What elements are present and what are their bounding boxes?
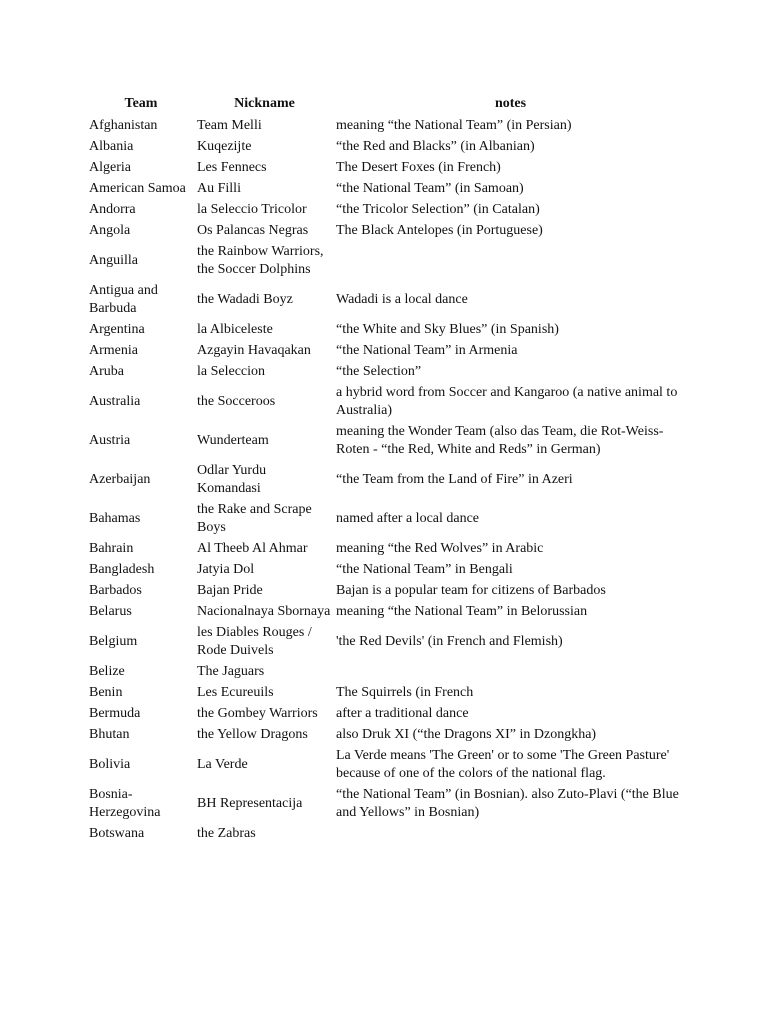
notes-cell <box>334 824 687 845</box>
table-row <box>87 383 687 422</box>
nickname-cell: Odlar Yurdu Komandasi <box>197 463 267 496</box>
nickname-cell: Bajan Pride <box>197 583 263 598</box>
nickname-cell: Nacionalnaya Sbornaya <box>197 604 331 619</box>
nickname-cell: Team Melli <box>197 118 262 133</box>
nickname-cell: Al Theeb Al Ahmar <box>197 541 308 556</box>
nickname-cell: the Rainbow Warriors, the Soccer Dolphins <box>197 244 324 277</box>
team-cell: Azerbaijan <box>89 472 151 487</box>
notes-cell: also Druk XI (“the Dragons XI” in Dzongkha) <box>336 727 597 742</box>
notes-cell <box>334 662 687 683</box>
nicknames-table <box>87 94 687 845</box>
table-row <box>87 725 687 746</box>
notes-cell: “the National Team” in Bengali <box>336 562 513 577</box>
team-cell: Andorra <box>89 202 136 217</box>
table-row <box>87 746 687 785</box>
notes-cell: La Verde means 'The Green' or to some 'The Green Pasture' because of one of the colors of the national flag. <box>336 748 670 781</box>
team-cell: Bosnia-Herzegovina <box>89 787 161 820</box>
table-header-row <box>87 94 687 116</box>
table-row <box>87 422 687 461</box>
nickname-cell: la Seleccion <box>197 364 266 379</box>
team-cell: Albania <box>89 139 134 154</box>
table-row <box>87 200 687 221</box>
header-nickname: Nickname <box>234 96 295 111</box>
notes-cell: The Desert Foxes (in French) <box>336 160 501 175</box>
nickname-cell: the Rake and Scrape Boys <box>197 502 312 535</box>
team-cell: Belize <box>89 664 125 679</box>
notes-cell: The Squirrels (in French <box>336 685 474 700</box>
notes-cell: meaning “the National Team” (in Persian) <box>336 118 572 133</box>
notes-cell: “the National Team” in Armenia <box>336 343 518 358</box>
table-row <box>87 785 687 824</box>
table-row <box>87 704 687 725</box>
team-cell: Argentina <box>89 322 145 337</box>
team-cell: Bahamas <box>89 511 141 526</box>
nickname-cell: La Verde <box>197 757 248 772</box>
notes-cell: meaning the Wonder Team (also das Team, die Rot-Weiss-Roten - “the Red, White and Reds” in German) <box>336 424 664 457</box>
team-cell: Bhutan <box>89 727 130 742</box>
table-row <box>87 221 687 242</box>
team-cell: Benin <box>89 685 123 700</box>
notes-cell: meaning “the National Team” in Belorussian <box>336 604 588 619</box>
team-cell: Australia <box>89 394 141 409</box>
nickname-cell: Les Fennecs <box>197 160 267 175</box>
team-cell: Bolivia <box>89 757 131 772</box>
header-team: Team <box>124 96 158 111</box>
nickname-cell: Kuqezijte <box>197 139 252 154</box>
nickname-cell: BH Representacija <box>197 796 303 811</box>
notes-cell: named after a local dance <box>336 511 480 526</box>
table-row <box>87 320 687 341</box>
notes-cell: “the Selection” <box>336 364 422 379</box>
notes-cell: “the Tricolor Selection” (in Catalan) <box>336 202 540 217</box>
team-cell: Angola <box>89 223 131 238</box>
nickname-cell: the Wadadi Boyz <box>197 292 293 307</box>
team-cell: Antigua and Barbuda <box>89 283 158 316</box>
team-cell: Algeria <box>89 160 131 175</box>
nickname-cell: the Socceroos <box>197 394 276 409</box>
team-cell: Belgium <box>89 634 138 649</box>
table-row <box>87 137 687 158</box>
team-cell: Barbados <box>89 583 142 598</box>
table-row <box>87 341 687 362</box>
table-row <box>87 581 687 602</box>
notes-cell: 'the Red Devils' (in French and Flemish) <box>336 634 563 649</box>
team-cell: Afghanistan <box>89 118 158 133</box>
notes-cell: The Black Antelopes (in Portuguese) <box>336 223 543 238</box>
team-cell: Bangladesh <box>89 562 155 577</box>
nickname-cell: the Yellow Dragons <box>197 727 308 742</box>
table-row <box>87 560 687 581</box>
table-row <box>87 461 687 500</box>
table-row <box>87 116 687 137</box>
notes-cell <box>334 242 687 281</box>
nickname-cell: la Albiceleste <box>197 322 273 337</box>
notes-cell: Wadadi is a local dance <box>336 292 468 307</box>
nickname-cell: la Seleccio Tricolor <box>197 202 307 217</box>
team-cell: Austria <box>89 433 131 448</box>
nickname-cell: the Zabras <box>197 826 256 841</box>
table-row <box>87 179 687 200</box>
nickname-cell: Au Filli <box>197 181 241 196</box>
table-row <box>87 362 687 383</box>
table-row <box>87 500 687 539</box>
table-body <box>87 116 687 845</box>
nickname-cell: Les Ecureuils <box>197 685 274 700</box>
notes-cell: “the National Team” (in Bosnian). also Zuto-Plavi (“the Blue and Yellows” in Bosnian) <box>336 787 679 820</box>
nickname-cell: The Jaguars <box>197 664 265 679</box>
team-cell: Belarus <box>89 604 132 619</box>
team-cell: American Samoa <box>89 181 186 196</box>
nickname-cell: Os Palancas Negras <box>197 223 309 238</box>
team-cell: Bahrain <box>89 541 134 556</box>
team-cell: Bermuda <box>89 706 141 721</box>
table-row <box>87 281 687 320</box>
nickname-cell: les Diables Rouges / Rode Duivels <box>197 625 312 658</box>
nickname-cell: Azgayin Havaqakan <box>197 343 311 358</box>
document-page <box>87 94 687 845</box>
notes-cell: “the National Team” (in Samoan) <box>336 181 524 196</box>
team-cell: Aruba <box>89 364 124 379</box>
table-row <box>87 602 687 623</box>
nickname-cell: Jatyia Dol <box>197 562 255 577</box>
notes-cell: meaning “the Red Wolves” in Arabic <box>336 541 544 556</box>
table-row <box>87 623 687 662</box>
table-row <box>87 158 687 179</box>
notes-cell: Bajan is a popular team for citizens of Barbados <box>336 583 606 598</box>
table-row <box>87 662 687 683</box>
table-row <box>87 539 687 560</box>
notes-cell: a hybrid word from Soccer and Kangaroo (a native animal to Australia) <box>336 385 678 418</box>
table-row <box>87 824 687 845</box>
notes-cell: “the Red and Blacks” (in Albanian) <box>336 139 535 154</box>
team-cell: Armenia <box>89 343 138 358</box>
team-cell: Botswana <box>89 826 145 841</box>
notes-cell: after a traditional dance <box>336 706 469 721</box>
team-cell: Anguilla <box>89 253 138 268</box>
header-notes: notes <box>494 96 527 111</box>
nickname-cell: the Gombey Warriors <box>197 706 318 721</box>
notes-cell: “the Team from the Land of Fire” in Azeri <box>336 472 573 487</box>
nickname-cell: Wunderteam <box>197 433 269 448</box>
table-row <box>87 242 687 281</box>
table-row <box>87 683 687 704</box>
notes-cell: “the White and Sky Blues” (in Spanish) <box>336 322 559 337</box>
